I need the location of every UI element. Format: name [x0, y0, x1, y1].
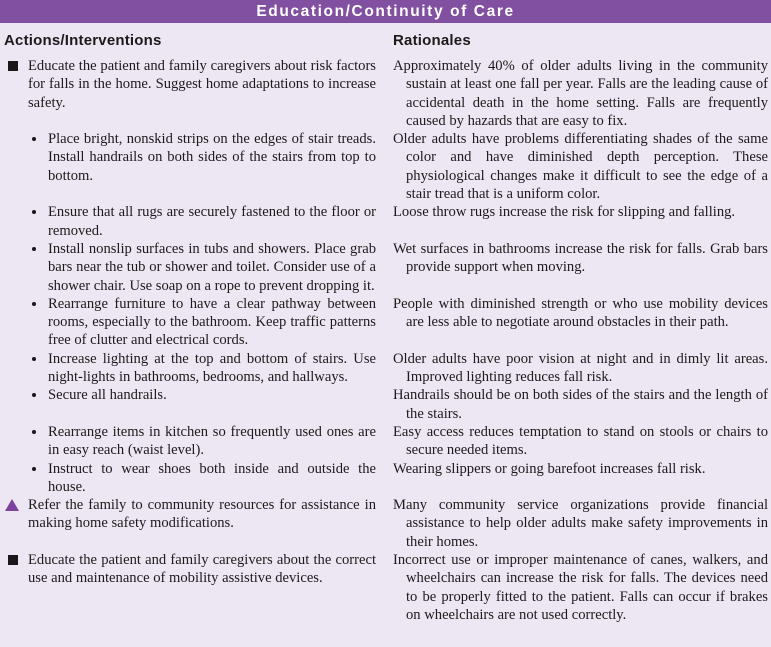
- rationale-item: Loose throw rugs increase the risk for slipping and falling.: [393, 204, 736, 221]
- dot-bullet-icon: [32, 247, 36, 251]
- action-item: [4, 386, 376, 423]
- action-text: Increase lighting at the top and bottom of stairs. Use night-lights in bathrooms, bedrooms, and hallways.: [48, 350, 376, 386]
- dot-bullet-icon: [32, 302, 36, 306]
- action-item: [4, 295, 376, 350]
- action-text: Ensure that all rugs are securely fastened to the floor or removed.: [48, 204, 376, 239]
- rationale-item: People with diminished strength or who use mobility devices are less able to negotiate around obstacles in their path.: [393, 295, 768, 331]
- dot-bullet-icon: [32, 430, 36, 434]
- rationale-item: Older adults have problems differentiating shades of the same color and have diminished depth perception. These physiological changes make it difficult to see the edge of a stair tread that is a uniform color.: [393, 131, 768, 203]
- rationale-item: Wet surfaces in bathrooms increase the risk for falls. Grab bars provide support when moving.: [393, 240, 768, 276]
- column-headers-row: [0, 23, 771, 55]
- dot-bullet-icon: [32, 137, 36, 141]
- dot-bullet-icon: [32, 357, 36, 361]
- triangle-bullet-icon: [5, 499, 19, 511]
- action-item: [4, 57, 376, 130]
- action-item: [4, 460, 376, 497]
- action-text: Educate the patient and family caregivers about risk factors for falls in the home. Suggest home adaptations to increase safety.: [28, 58, 376, 111]
- section-title: Education/Continuity of Care: [256, 2, 515, 20]
- action-item: [4, 130, 376, 203]
- dot-bullet-icon: [32, 210, 36, 214]
- action-text: Place bright, nonskid strips on the edges of stair treads. Install handrails on both sides of the stairs from top to bottom.: [48, 131, 376, 184]
- action-item: [4, 423, 376, 460]
- rationale-item: Many community service organizations provide financial assistance to help older adults make safety improvements in their homes.: [393, 497, 768, 550]
- square-bullet-icon: [8, 555, 18, 565]
- rationales-column-header: Rationales: [393, 32, 471, 49]
- action-text: Rearrange furniture to have a clear pathway between rooms, especially to the bathroom. Keep traffic patterns free of clutter and electrical cords.: [48, 295, 376, 349]
- rationale-item: Handrails should be on both sides of the stairs and the length of the stairs.: [393, 387, 768, 422]
- action-text: Rearrange items in kitchen so frequently used ones are in easy reach (waist level).: [48, 423, 376, 459]
- dot-bullet-icon: [32, 393, 36, 397]
- rationale-item: Approximately 40% of older adults living in the community sustain at least one fall per year. Falls are the leading cause of accidental death in the home setting. Falls are frequently caused by hazards that are easy to fix.: [393, 58, 768, 129]
- action-text: Refer the family to community resources for assistance in making home safety modifications.: [28, 497, 376, 532]
- action-item: [4, 203, 376, 240]
- action-item: [4, 551, 376, 624]
- action-text: Secure all handrails.: [48, 387, 167, 404]
- action-item: [4, 240, 376, 295]
- care-plan-table: [0, 55, 771, 624]
- section-header-bar: [0, 0, 771, 23]
- rationale-item: Wearing slippers or going barefoot increases fall risk.: [393, 460, 706, 477]
- action-item: [4, 496, 376, 551]
- square-bullet-icon: [8, 61, 18, 71]
- action-text: Educate the patient and family caregivers about the correct use and maintenance of mobility assistive devices.: [28, 552, 376, 587]
- rationale-item: Incorrect use or improper maintenance of canes, walkers, and wheelchairs can increase the risk for falls. The devices need to be properly fitted to the patient. Falls can occur if brakes on wheelchairs are not used correctly.: [393, 552, 768, 623]
- rationale-item: Easy access reduces temptation to stand on stools or chairs to secure needed items.: [393, 423, 768, 459]
- action-text: Install nonslip surfaces in tubs and showers. Place grab bars near the tub or shower and toilet. Consider use of a shower chair. Use soap on a rope to prevent dropping it.: [48, 240, 376, 294]
- action-text: Instruct to wear shoes both inside and outside the house.: [48, 460, 376, 495]
- action-item: [4, 350, 376, 387]
- actions-column-header: Actions/Interventions: [4, 32, 162, 49]
- dot-bullet-icon: [32, 467, 36, 471]
- rationale-item: Older adults have poor vision at night and in dimly lit areas. Improved lighting reduces fall risk.: [393, 350, 768, 386]
